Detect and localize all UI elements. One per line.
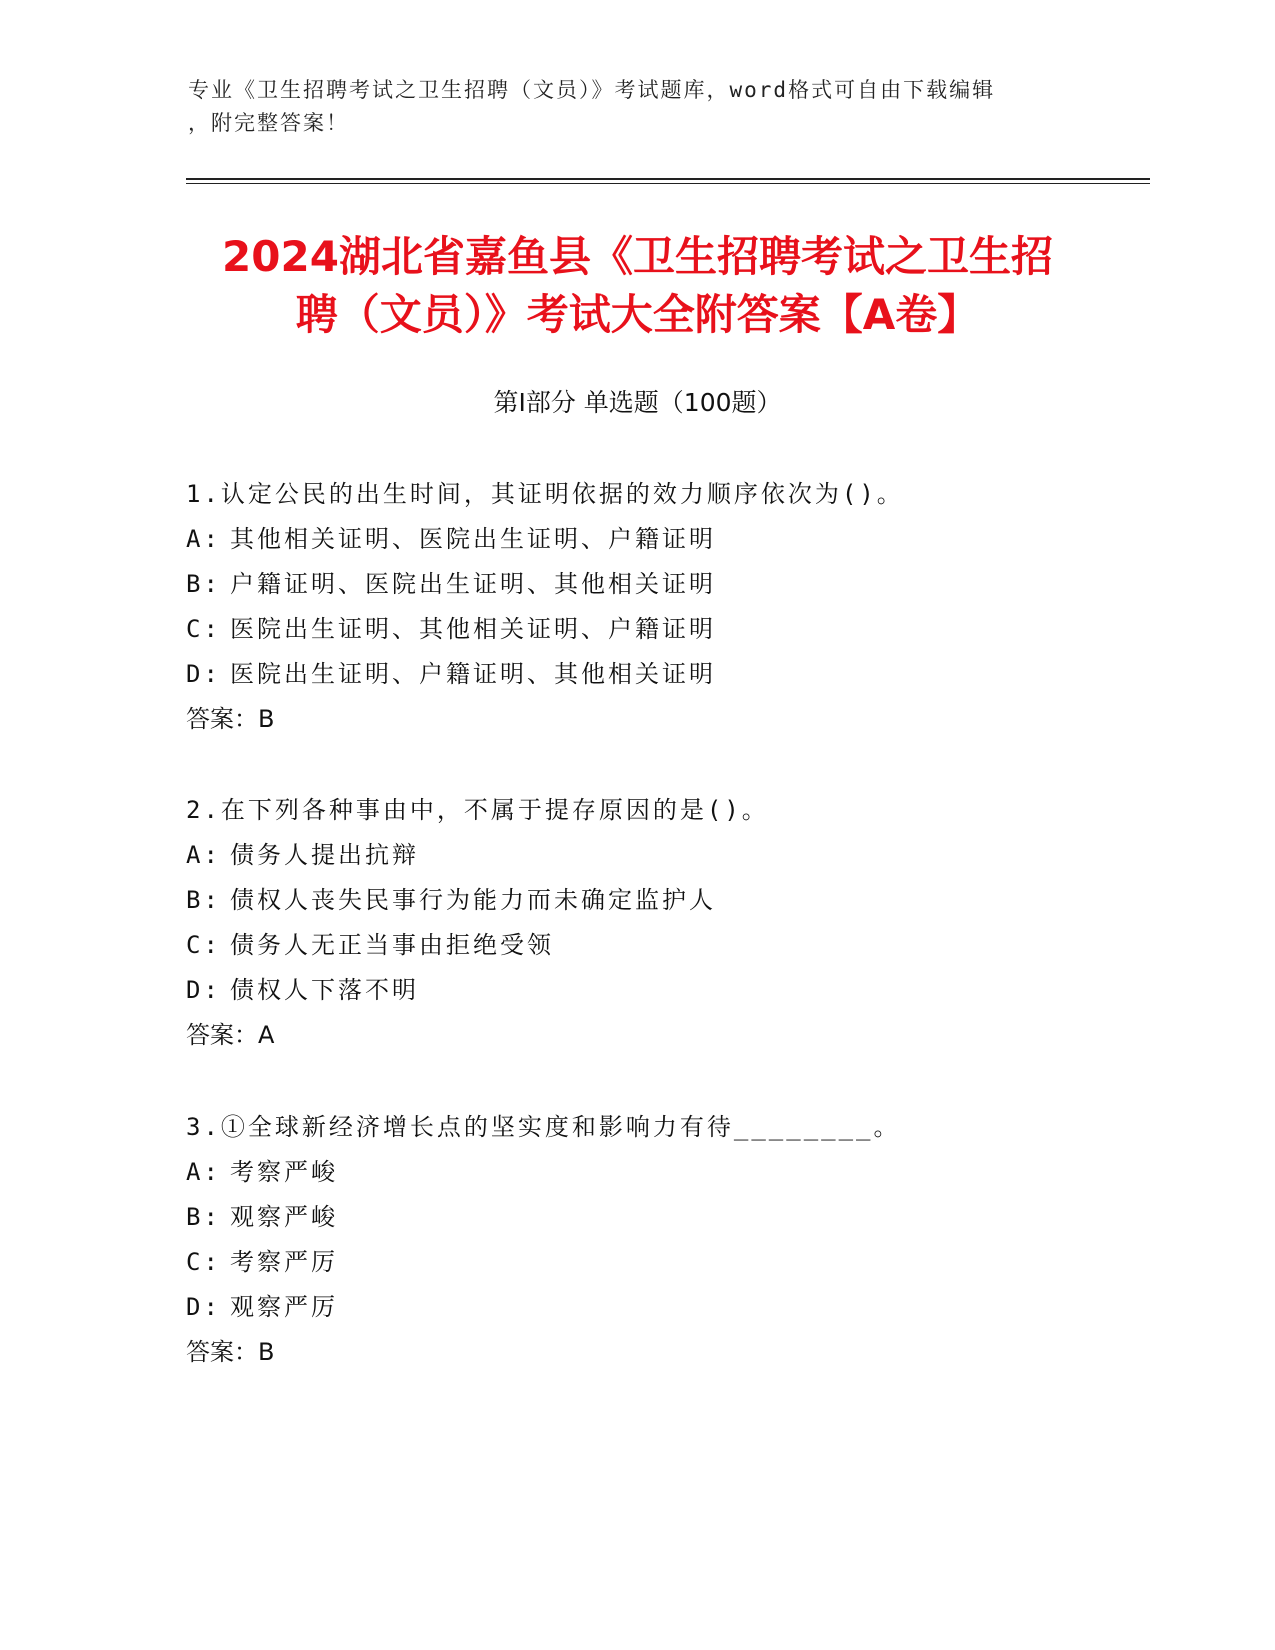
- option-key: D:: [186, 976, 221, 1004]
- option-b: [186, 562, 1186, 607]
- question-stem: 1.认定公民的出生时间，其证明依据的效力顺序依次为()。: [186, 480, 904, 508]
- section-title: 第Ⅰ部分 单选题（100题）: [493, 388, 782, 417]
- question-stem: 2.在下列各种事由中，不属于提存原因的是()。: [186, 796, 769, 824]
- option-text: 债务人提出抗辩: [230, 841, 419, 869]
- option-text: 户籍证明、医院出生证明、其他相关证明: [230, 570, 716, 598]
- option-b: [186, 1195, 1186, 1240]
- document-title-line-2: 聘（文员）》考试大全附答案【A卷】: [295, 290, 980, 339]
- document-title-line-1: 2024湖北省嘉鱼县《卫生招聘考试之卫生招: [222, 232, 1053, 281]
- question-1: [186, 472, 1186, 742]
- option-key: B:: [186, 570, 221, 598]
- option-text: 债权人下落不明: [230, 976, 419, 1004]
- option-key: B:: [186, 1203, 221, 1231]
- option-key: C:: [186, 931, 221, 959]
- option-key: D:: [186, 660, 221, 688]
- option-text: 观察严厉: [230, 1293, 338, 1321]
- option-text: 考察严厉: [230, 1248, 338, 1276]
- option-a: [186, 833, 1186, 878]
- header-divider-thick: [186, 178, 1150, 180]
- option-key: D:: [186, 1293, 221, 1321]
- header-divider-thin: [186, 183, 1150, 184]
- question-3: [186, 1105, 1186, 1375]
- question-2: [186, 788, 1186, 1058]
- answer-line: 答案：B: [186, 705, 275, 733]
- option-text: 债务人无正当事由拒绝受领: [230, 931, 554, 959]
- option-text: 其他相关证明、医院出生证明、户籍证明: [230, 525, 716, 553]
- option-text: 观察严峻: [230, 1203, 338, 1231]
- option-key: B:: [186, 886, 221, 914]
- option-text: 医院出生证明、其他相关证明、户籍证明: [230, 615, 716, 643]
- option-a: [186, 1150, 1186, 1195]
- option-b: [186, 878, 1186, 923]
- option-c: [186, 607, 1186, 652]
- header-note: [188, 74, 1088, 140]
- answer-line: 答案：A: [186, 1021, 275, 1049]
- option-text: 医院出生证明、户籍证明、其他相关证明: [230, 660, 716, 688]
- option-d: [186, 968, 1186, 1013]
- document-title: [150, 228, 1125, 344]
- option-key: A:: [186, 525, 221, 553]
- option-key: A:: [186, 1158, 221, 1186]
- answer-line: 答案：B: [186, 1338, 275, 1366]
- option-d: [186, 652, 1186, 697]
- header-note-line-1: 专业《卫生招聘考试之卫生招聘（文员）》考试题库，word格式可自由下载编辑: [188, 78, 996, 102]
- question-stem: 3.①全球新经济增长点的坚实度和影响力有待________。: [186, 1113, 901, 1141]
- option-c: [186, 923, 1186, 968]
- option-text: 债权人丧失民事行为能力而未确定监护人: [230, 886, 716, 914]
- header-note-line-2: ，附完整答案！: [188, 111, 349, 135]
- option-a: [186, 517, 1186, 562]
- option-key: A:: [186, 841, 221, 869]
- option-key: C:: [186, 1248, 221, 1276]
- option-text: 考察严峻: [230, 1158, 338, 1186]
- option-c: [186, 1240, 1186, 1285]
- option-d: [186, 1285, 1186, 1330]
- option-key: C:: [186, 615, 221, 643]
